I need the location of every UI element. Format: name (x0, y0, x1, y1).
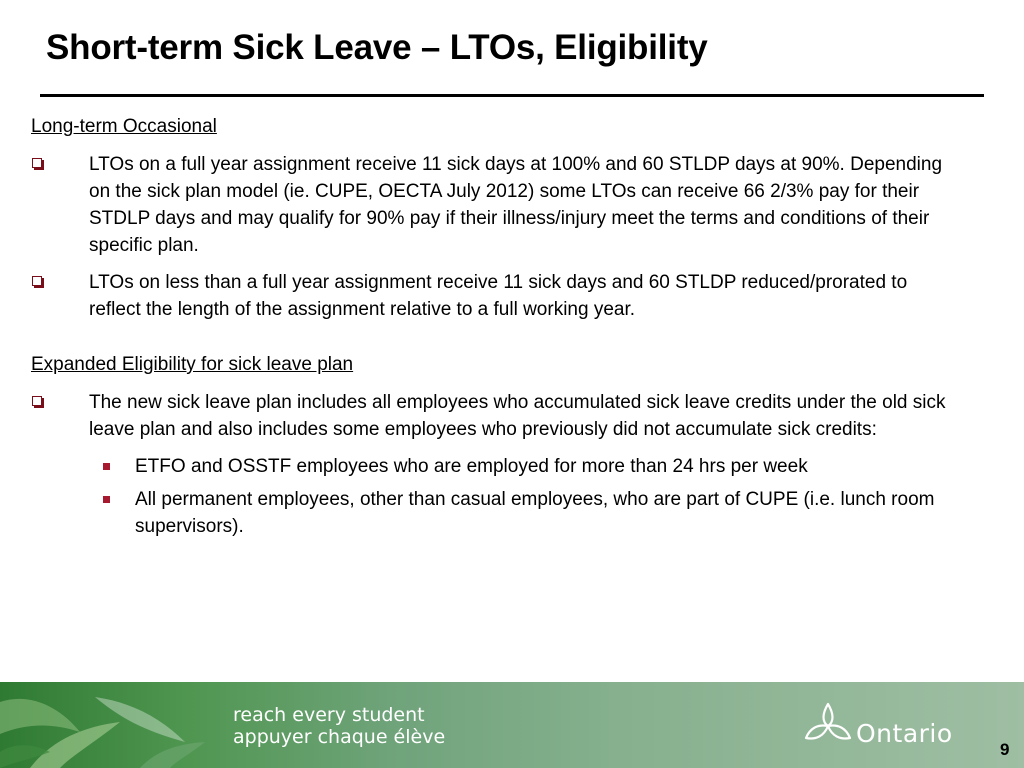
sub-bullet-item (31, 453, 961, 480)
bullet-text: The new sick leave plan includes all employees who accumulated sick leave credits under the old sick leave plan and also includes some employees who previously did not accumulate sick credits: (89, 392, 946, 440)
bullet-item (31, 389, 961, 443)
sub-bullet-text: All permanent employees, other than casual employees, who are part of CUPE (i.e. lunch room supervisors). (135, 489, 935, 537)
section-heading-expanded-eligibility: Expanded Eligibility for sick leave plan (31, 354, 354, 375)
footer-tagline (233, 704, 445, 748)
bullet-item (31, 269, 961, 323)
square-bullet-icon (103, 496, 110, 503)
square-bullet-icon (103, 463, 110, 470)
page-number: 9 (1000, 740, 1010, 759)
ontario-trillium-logo-icon (800, 698, 856, 748)
checkbox-bullet-icon (32, 158, 42, 168)
tagline-english: reach every student (233, 704, 425, 726)
bullet-item (31, 151, 961, 259)
bullet-text: LTOs on a full year assignment receive 11 sick days at 100% and 60 STLDP days at 90%. Depending on the sick plan model (ie. CUPE, OECTA July 2012) some LTOs can receive 66 2/3% pay for their STDLP days and may qualify for 90% pay if their illness/injury meet the terms and conditions of their specific plan. (89, 154, 943, 256)
checkbox-bullet-icon (32, 276, 42, 286)
ontario-logo-text: Ontario (856, 719, 953, 748)
sub-bullet-item (31, 486, 961, 540)
slide-content (31, 113, 961, 546)
tagline-french: appuyer chaque élève (233, 726, 446, 748)
slide-title: Short-term Sick Leave – LTOs, Eligibility (46, 28, 708, 67)
decorative-leaf-shapes-icon (0, 682, 230, 768)
title-divider (40, 94, 984, 97)
bullet-text: LTOs on less than a full year assignment receive 11 sick days and 60 STLDP reduced/prorated to reflect the length of the assignment relative to a full working year. (89, 272, 908, 320)
section-heading-long-term-occasional: Long-term Occasional (31, 116, 217, 137)
footer-banner (0, 682, 1024, 768)
sub-bullet-text: ETFO and OSSTF employees who are employed for more than 24 hrs per week (135, 456, 808, 477)
checkbox-bullet-icon (32, 396, 42, 406)
